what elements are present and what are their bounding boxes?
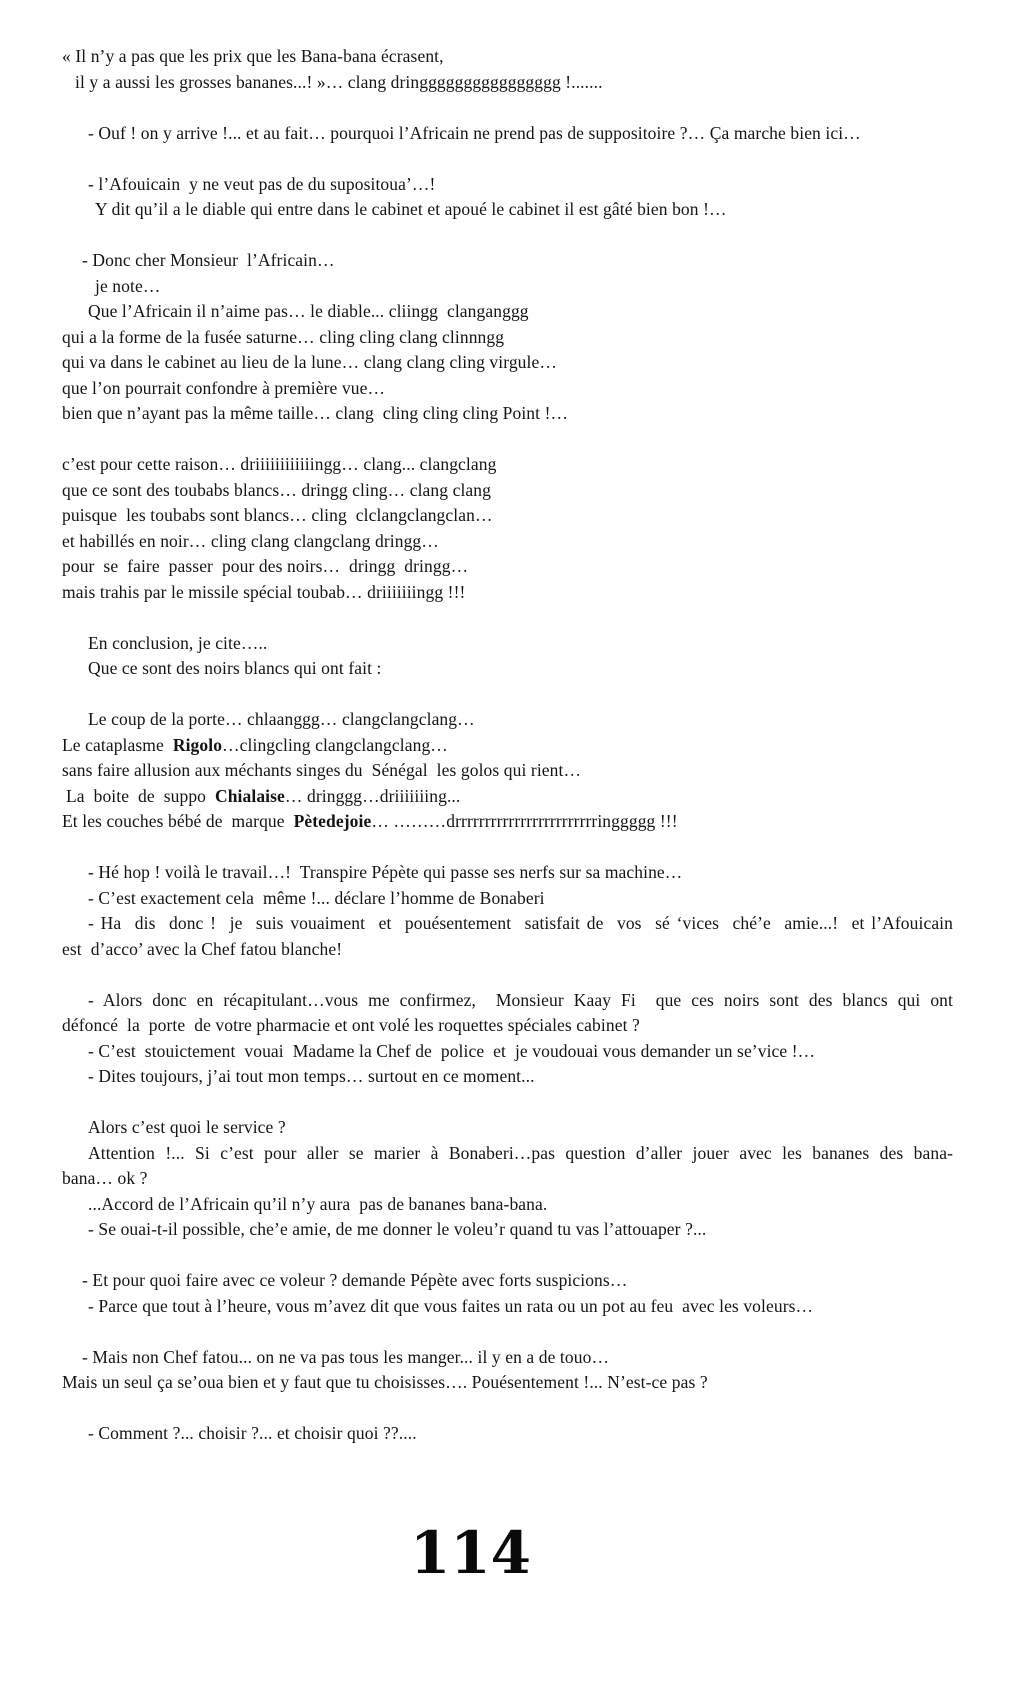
text-line <box>62 554 953 580</box>
text-line <box>62 70 953 96</box>
text-line <box>62 529 953 555</box>
text-line <box>62 274 953 300</box>
text-line <box>62 580 953 606</box>
paragraph <box>62 988 953 1090</box>
text-segment: … ………drrrrrrrrrrrrrrrrrrrrrrrringgggg !!! <box>371 811 678 831</box>
paragraph <box>62 121 953 147</box>
text-segment: Le coup de la porte… chlaanggg… clangclangclang… <box>88 709 475 729</box>
paragraph <box>62 1115 953 1243</box>
text-segment: - Parce que tout à l’heure, vous m’avez dit que vous faites un rata ou un pot au feu avec les voleurs… <box>88 1295 814 1316</box>
document-body <box>62 44 953 1447</box>
text-segment: Que ce sont des noirs blancs qui ont fait : <box>88 658 382 678</box>
text-segment: sans faire allusion aux méchants singes du Sénégal les golos qui rient… <box>62 760 582 780</box>
text-line <box>62 911 953 937</box>
text-line <box>62 733 953 759</box>
text-segment: - l’Afouicain y ne veut pas de du supositoua’…! <box>88 173 436 194</box>
text-segment: et habillés en noir… cling clang clangclang dringg… <box>62 530 439 551</box>
text-segment: ...Accord de l’Africain qu’il n’y aura pas de bananes bana-bana. <box>88 1193 548 1214</box>
text-segment: La boite de suppo <box>66 785 215 806</box>
text-line <box>62 44 953 70</box>
paragraph <box>62 707 953 835</box>
page-number: 114 <box>409 1518 532 1587</box>
text-line <box>62 401 953 427</box>
text-line <box>62 631 953 657</box>
text-line <box>62 784 953 810</box>
text-segment: Et les couches bébé de marque <box>62 811 294 831</box>
text-line <box>62 197 953 223</box>
text-segment: qui va dans le cabinet au lieu de la lune… clang clang cling virgule… <box>62 352 557 372</box>
text-segment: défoncé la porte de votre pharmacie et ont volé les roquettes spéciales cabinet ? <box>62 1015 640 1035</box>
text-line <box>62 1421 953 1447</box>
text-line <box>62 1013 953 1039</box>
text-line <box>62 656 953 682</box>
text-line <box>62 1141 953 1167</box>
bold-text: Rigolo <box>172 734 223 755</box>
text-line <box>62 1115 953 1141</box>
paragraph <box>62 172 953 223</box>
text-line <box>62 248 953 274</box>
text-line <box>62 299 953 325</box>
text-line <box>62 1217 953 1243</box>
paragraph <box>62 1345 953 1396</box>
paragraph <box>62 860 953 962</box>
text-line <box>62 121 953 147</box>
text-line <box>62 1039 953 1065</box>
text-line <box>62 172 953 198</box>
text-segment: Mais un seul ça se’oua bien et y faut que tu choisisses…. Pouésentement !... N’est-ce pas ? <box>62 1372 708 1392</box>
text-segment: bana… ok ? <box>62 1168 148 1188</box>
text-segment: qui a la forme de la fusée saturne… cling cling clang clinnngg <box>62 326 505 347</box>
text-segment: mais trahis par le missile spécial toubab… driiiiiiingg !!! <box>62 581 466 602</box>
text-segment: …clingcling clangclangclang… <box>222 734 448 755</box>
text-line <box>62 860 953 886</box>
text-segment: que ce sont des toubabs blancs… dringg cling… clang clang <box>62 479 491 500</box>
text-line <box>62 478 953 504</box>
text-segment: Y dit qu’il a le diable qui entre dans le cabinet et apoué le cabinet il est gâté bien bon !… <box>95 199 727 219</box>
text-segment: je note… <box>95 275 161 296</box>
text-segment: - Ha dis donc ! je suis vouaiment et pouésentement satisfait de vos sé ‘vices ché’e amie...! et l’Afouicain <box>88 913 953 933</box>
paragraph <box>62 1421 953 1447</box>
text-segment: puisque les toubabs sont blancs… cling clclangclangclan… <box>62 505 493 525</box>
text-line <box>62 1268 953 1294</box>
text-line <box>62 758 953 784</box>
text-segment: - Et pour quoi faire avec ce voleur ? demande Pépète avec forts suspicions… <box>82 1270 628 1290</box>
text-segment: c’est pour cette raison… driiiiiiiiiiiingg… clang... clangclang <box>62 454 497 474</box>
text-segment: « Il n’y a pas que les prix que les Bana-bana écrasent, <box>62 46 444 66</box>
text-segment: - Donc cher Monsieur l’Africain… <box>82 250 335 270</box>
text-line <box>62 1345 953 1371</box>
text-line <box>62 809 953 835</box>
paragraph <box>62 452 953 605</box>
bold-text: Pètedejoie <box>293 811 372 831</box>
text-segment: En conclusion, je cite….. <box>88 632 268 653</box>
text-segment: - Ouf ! on y arrive !... et au fait… pourquoi l’Africain ne prend pas de suppositoire ?… Ça marche bien ici… <box>88 122 861 143</box>
text-segment: Attention !... Si c’est pour aller se marier à Bonaberi…pas question d’aller jouer avec les bananes des bana- <box>88 1142 953 1163</box>
text-segment: - Hé hop ! voilà le travail…! Transpire Pépète qui passe ses nerfs sur sa machine… <box>88 862 683 882</box>
text-line <box>62 1294 953 1320</box>
paragraph <box>62 248 953 427</box>
text-segment: - Comment ?... choisir ?... et choisir quoi ??.... <box>88 1423 417 1443</box>
text-line <box>62 1166 953 1192</box>
text-segment: - Dites toujours, j’ai tout mon temps… surtout en ce moment... <box>88 1066 535 1086</box>
text-segment: - C’est exactement cela même !... déclare l’homme de Bonaberi <box>88 887 545 908</box>
text-segment: … dringgg…driiiiiiing... <box>284 785 461 806</box>
text-segment: pour se faire passer pour des noirs… dringg dringg… <box>62 556 469 576</box>
paragraph <box>62 44 953 95</box>
text-line <box>62 1064 953 1090</box>
text-line <box>62 452 953 478</box>
bold-text: Chialaise <box>214 785 285 806</box>
text-segment: il y a aussi les grosses bananes...! »… clang dringggggggggggggggg !....... <box>75 71 603 92</box>
text-line <box>62 988 953 1014</box>
paragraph <box>62 1268 953 1319</box>
text-line <box>62 376 953 402</box>
paragraph <box>62 631 953 682</box>
text-segment: est d’acco’ avec la Chef fatou blanche! <box>62 938 343 959</box>
text-segment: - Alors donc en récapitulant…vous me confirmez, Monsieur Kaay Fi que ces noirs sont des blancs qui ont <box>88 989 953 1010</box>
text-segment: Que l’Africain il n’aime pas… le diable... cliingg clanganggg <box>88 301 529 321</box>
text-segment: Alors c’est quoi le service ? <box>88 1117 286 1137</box>
text-line <box>62 503 953 529</box>
text-segment: que l’on pourrait confondre à première vue… <box>62 377 386 398</box>
text-segment: - Mais non Chef fatou... on ne va pas tous les manger... il y en a de touo… <box>82 1346 610 1367</box>
text-line <box>62 1370 953 1396</box>
text-line <box>62 707 953 733</box>
text-line <box>62 350 953 376</box>
text-line <box>62 937 953 963</box>
text-line <box>62 325 953 351</box>
text-segment: - C’est stouictement vouai Madame la Chef de police et je voudouai vous demander un se’vice !… <box>88 1040 816 1061</box>
text-segment: bien que n’ayant pas la même taille… clang cling cling cling Point !… <box>62 403 569 423</box>
text-segment: Le cataplasme <box>62 734 173 755</box>
text-line <box>62 886 953 912</box>
text-segment: - Se ouai-t-il possible, che’e amie, de me donner le voleu’r quand tu vas l’attouaper ?... <box>88 1219 707 1239</box>
text-line <box>62 1192 953 1218</box>
